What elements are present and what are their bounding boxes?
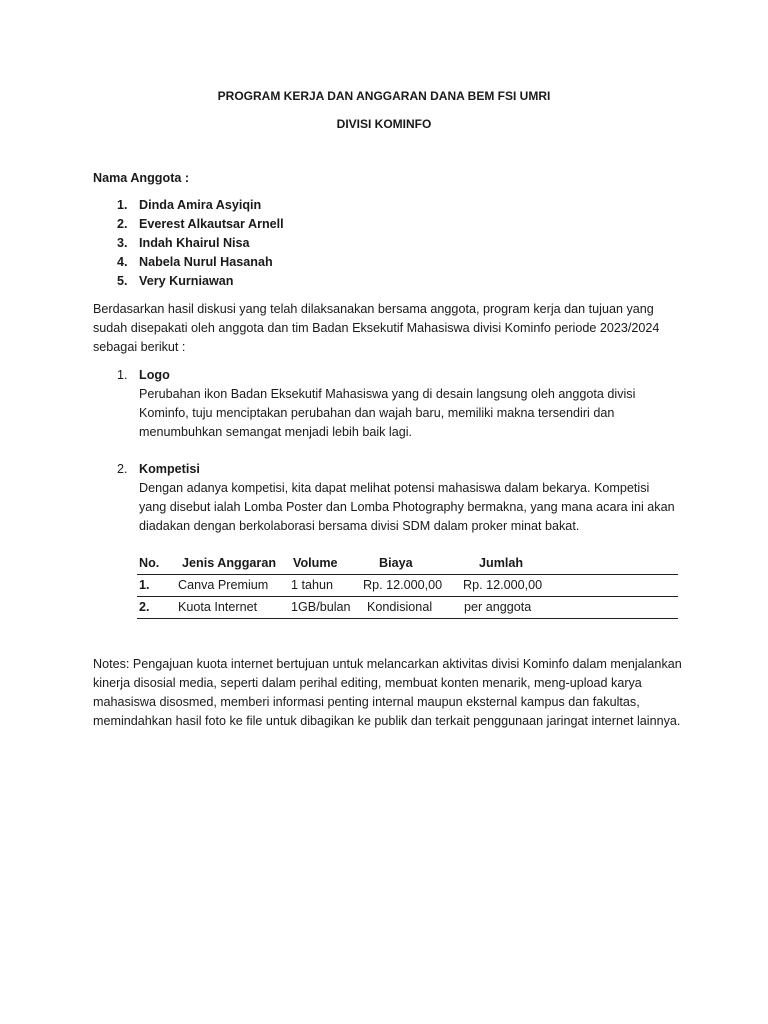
members-list <box>117 196 284 291</box>
column-header: Jumlah <box>463 553 678 575</box>
table-cell: 1 tahun <box>291 578 334 592</box>
list-number: 4. <box>117 255 128 269</box>
intro-paragraph: Berdasarkan hasil diskusi yang telah dilaksanakan bersama anggota, program kerja dan tujuan yang sudah disepakati oleh anggota dan tim Badan Eksekutif Mahasiswa divisi Kominfo periode 2023/2024 sebagai berikut : <box>93 302 660 354</box>
program-title: Kompetisi <box>139 462 200 476</box>
member-name: Nabela Nurul Hasanah <box>139 255 273 269</box>
table-cell: Kondisional <box>367 600 433 614</box>
list-item <box>117 234 284 253</box>
notes-paragraph: Notes: Pengajuan kuota internet bertujuan untuk melancarkan aktivitas divisi Kominfo dalam menjalankan kinerja disosial media, seperti dalam perihal editing, membuat konten menarik, meng-upload karya mahasiswa disosmed, memberi informasi penting internal maupun eksternal kampus dan fakultas, memindahkan hasil foto ke file untuk dibagikan ke publik dan terkait penggunaan jaringat internet lainnya. <box>93 657 682 728</box>
document-title: PROGRAM KERJA DAN ANGGARAN DANA BEM FSI UMRI <box>217 89 551 103</box>
column-header: Volume <box>291 553 362 575</box>
table-cell: 2. <box>139 600 150 614</box>
column-header: No. <box>137 553 178 575</box>
member-name: Indah Khairul Nisa <box>139 236 250 250</box>
list-item <box>117 253 284 272</box>
program-description: Dengan adanya kompetisi, kita dapat melihat potensi mahasiswa dalam bekarya. Kompetisi yang disebut ialah Lomba Poster dan Lomba Photography bermakna, yang mana acara ini akan diadakan dengan berkolaborasi bersama divisi SDM dalam proker minat bakat. <box>139 481 675 533</box>
column-header: Biaya <box>362 553 463 575</box>
program-title: Logo <box>139 368 170 382</box>
table-cell: Rp. 12.000,00 <box>463 578 543 592</box>
table-cell: Kuota Internet <box>178 600 258 614</box>
table-cell: Canva Premium <box>178 578 269 592</box>
program-number: 2. <box>117 462 128 476</box>
table-row <box>137 575 678 597</box>
member-name: Dinda Amira Asyiqin <box>139 198 262 212</box>
list-item <box>117 272 284 291</box>
list-item <box>117 196 284 215</box>
table-cell: Rp. 12.000,00 <box>363 578 443 592</box>
list-number: 2. <box>117 217 128 231</box>
program-item-kompetisi <box>117 460 677 536</box>
list-item <box>117 215 284 234</box>
document-subtitle: DIVISI KOMINFO <box>336 117 432 131</box>
table-cell: per anggota <box>464 600 532 614</box>
table-row <box>137 597 678 619</box>
budget-table <box>137 553 678 619</box>
member-name: Everest Alkautsar Arnell <box>139 217 284 231</box>
program-item-logo <box>117 366 677 442</box>
list-number: 1. <box>117 198 128 212</box>
list-number: 5. <box>117 274 128 288</box>
column-header: Jenis Anggaran <box>178 553 291 575</box>
members-heading: Nama Anggota : <box>93 171 190 185</box>
program-description: Perubahan ikon Badan Eksekutif Mahasiswa yang di desain langsung oleh anggota divisi Kominfo, tuju menciptakan perubahan dan wajah baru, memiliki makna tersendiri dan menumbuhkan semangat menjadi lebih baik lagi. <box>139 387 636 439</box>
table-cell: 1. <box>139 578 150 592</box>
table-header-row <box>137 553 678 575</box>
list-number: 3. <box>117 236 128 250</box>
program-number: 1. <box>117 368 128 382</box>
table-cell: 1GB/bulan <box>291 600 351 614</box>
member-name: Very Kurniawan <box>139 274 234 288</box>
